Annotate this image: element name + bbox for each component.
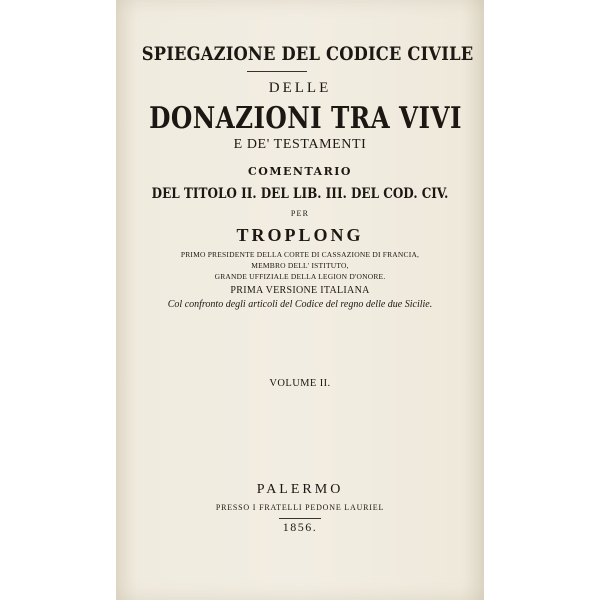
divider-rule [247,71,307,72]
imprint-publisher: PRESSO I FRATELLI PEDONE LAURIEL [215,503,385,512]
series-title: SPIEGAZIONE DEL CODICE CIVILE [141,43,474,65]
imprint-year: 1856. [282,520,318,534]
author-credential: GRANDE UFFIZIALE DELLA LEGION D'ONORE. [214,272,386,281]
imprint-place: PALERMO [256,482,344,497]
title-connector: DELLE [268,80,332,96]
book-title-page [116,0,484,600]
comparison-note: Col confronto degli articoli del Codice del regno delle due Sicilie. [167,299,433,310]
author-credential: MEMBRO DELL' ISTITUTO, [251,261,349,270]
subtitle: E DE' TESTAMENTI [233,137,367,152]
volume-number: VOLUME II. [269,378,331,389]
commentary-label: COMENTARIO [248,165,352,178]
main-title: DONAZIONI TRA VIVI [149,101,462,136]
author-name: TROPLONG [236,225,364,245]
author-credential: PRIMO PRESIDENTE DELLA CORTE DI CASSAZIONE DI FRANCIA, [180,250,420,259]
edition-note: PRIMA VERSIONE ITALIANA [230,285,370,296]
divider-rule [279,518,321,519]
commentary-subject: DEL TITOLO II. DEL LIB. III. DEL COD. CIV. [151,186,449,202]
by-label: PER [290,209,310,218]
